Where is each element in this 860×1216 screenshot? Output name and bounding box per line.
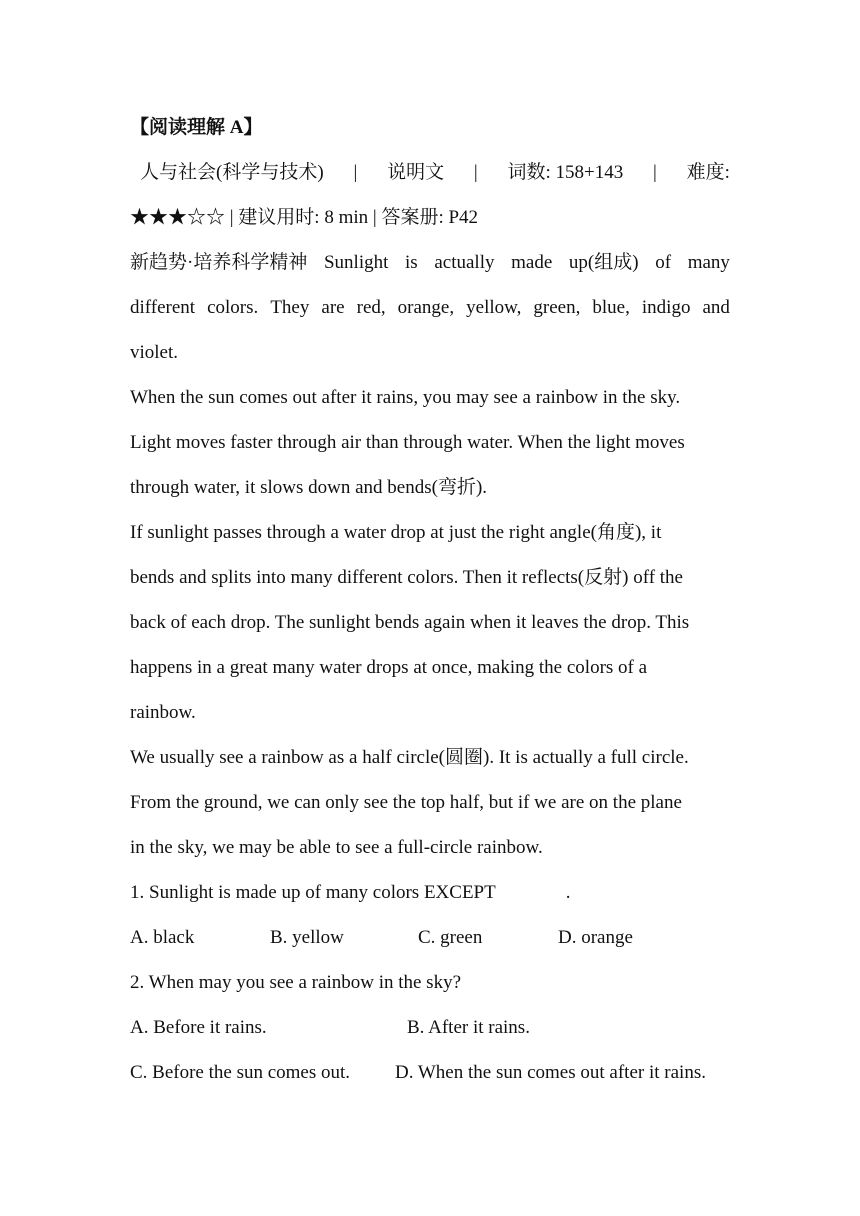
text-line: We usually see a rainbow as a half circle(圆圈). It is actually a full circle.	[130, 747, 689, 768]
option-d: D. orange	[558, 927, 633, 948]
text-line: back of each drop. The sunlight bends again when it leaves the drop. This	[130, 612, 690, 633]
text-line: happens in a great many water drops at once, making the colors of a	[130, 657, 648, 678]
word: yellow,	[466, 297, 522, 318]
text-line: in the sky, we may be able to see a full-circle rainbow.	[130, 837, 543, 858]
meta-word-count: 词数: 158+143	[507, 162, 624, 183]
paragraph-4	[130, 735, 730, 870]
word: is	[405, 252, 418, 273]
text-line: If sunlight passes through a water drop at just the right angle(角度), it	[130, 522, 662, 543]
text-line	[130, 240, 730, 285]
word: 新趋势·培养科学精神	[130, 252, 308, 273]
word: up(组成)	[568, 252, 639, 273]
question-1-options	[130, 915, 730, 960]
meta-theme: 人与社会(科学与技术)	[140, 162, 324, 183]
word: and	[702, 297, 730, 318]
question-2-options-row-1	[130, 1005, 730, 1050]
word: indigo	[641, 297, 691, 318]
option-b: B. yellow	[270, 927, 344, 948]
question-stem-text: 1. Sunlight is made up of many colors EXCEPT	[130, 882, 496, 903]
word: many	[687, 252, 730, 273]
option-a: A. Before it rains.	[130, 1017, 267, 1038]
option-d: D. When the sun comes out after it rains.	[395, 1062, 706, 1083]
word: made	[511, 252, 553, 273]
text-line: violet.	[130, 342, 179, 363]
text-line: When the sun comes out after it rains, you may see a rainbow in the sky.	[130, 387, 681, 408]
rating-line: ★★★☆☆ | 建议用时: 8 min | 答案册: P42	[130, 207, 479, 228]
option-c: C. green	[418, 927, 483, 948]
word: red,	[356, 297, 386, 318]
document-page	[130, 105, 730, 1095]
word: of	[655, 252, 672, 273]
question-2-options-row-2	[130, 1050, 730, 1095]
word: actually	[434, 252, 495, 273]
meta-genre: 说明文	[387, 162, 445, 183]
paragraph-3	[130, 510, 730, 735]
paragraph-1	[130, 240, 730, 375]
text-line: through water, it slows down and bends(弯折).	[130, 477, 488, 498]
meta-separator: |	[653, 162, 657, 183]
text-line	[130, 285, 730, 330]
meta-separator: |	[353, 162, 358, 183]
text-line: From the ground, we can only see the top half, but if we are on the plane	[130, 792, 682, 813]
text-line: Light moves faster through air than through water. When the light moves	[130, 432, 685, 453]
word: colors.	[207, 297, 259, 318]
text-line: bends and splits into many different colors. Then it reflects(反射) off the	[130, 567, 683, 588]
word: Sunlight	[323, 252, 389, 273]
word: different	[130, 297, 196, 318]
word: blue,	[592, 297, 630, 318]
word: They	[270, 297, 310, 318]
word: green,	[533, 297, 581, 318]
text-line: rainbow.	[130, 702, 196, 723]
question-stem-end: .	[565, 882, 571, 903]
paragraph-2	[130, 375, 730, 510]
question-2-stem: 2. When may you see a rainbow in the sky?	[130, 972, 462, 993]
section-title: 【阅读理解 A】	[130, 117, 263, 138]
option-a: A. black	[130, 927, 195, 948]
question-1-stem	[130, 870, 730, 915]
meta-line	[130, 150, 730, 195]
word: orange,	[397, 297, 455, 318]
meta-difficulty-label: 难度:	[686, 162, 730, 183]
meta-separator: |	[473, 162, 478, 183]
option-c: C. Before the sun comes out.	[130, 1062, 351, 1083]
option-b: B. After it rains.	[407, 1017, 530, 1038]
word: are	[321, 297, 345, 318]
